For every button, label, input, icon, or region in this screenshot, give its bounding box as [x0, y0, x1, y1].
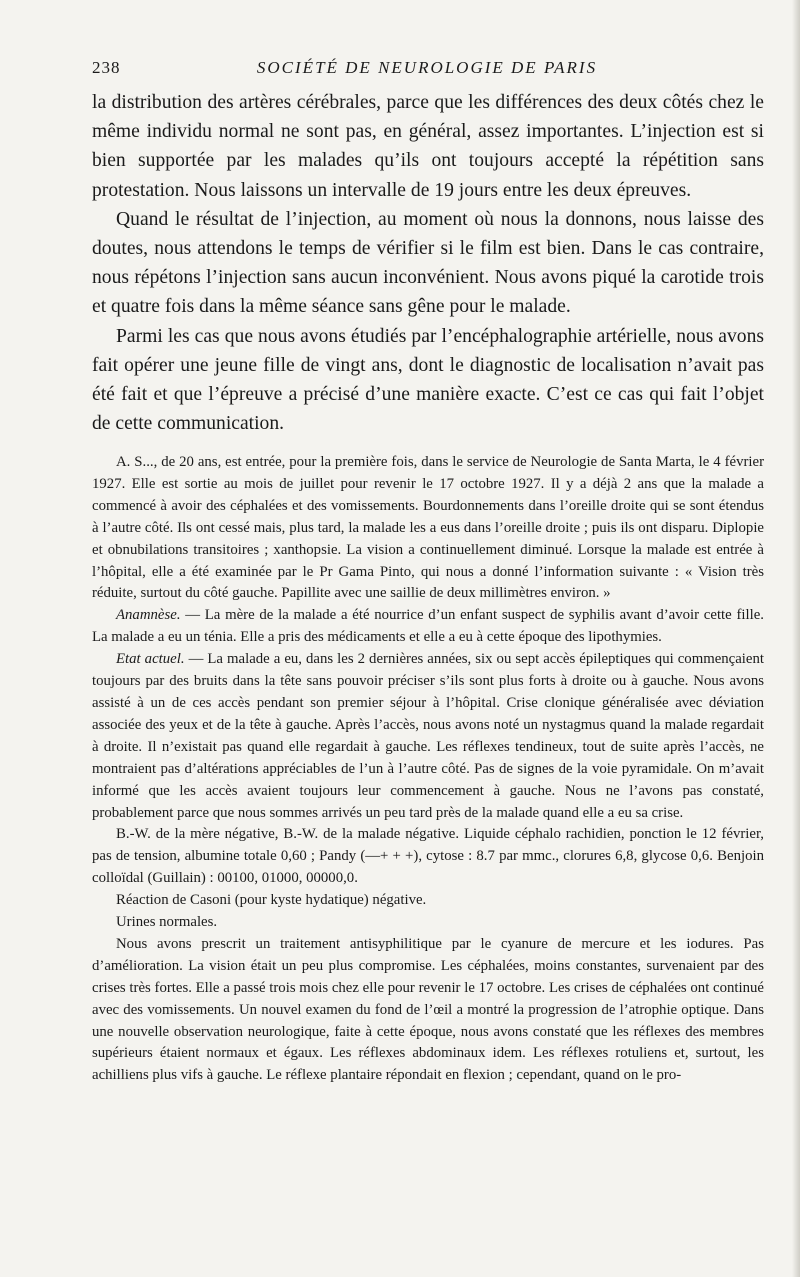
page-edge-shadow: [792, 0, 800, 1277]
current-state-paragraph: Etat actuel. — La malade a eu, dans les 2 dernières années, six ou sept accès épileptiques qui commençaient toujours par des bruits dans la tête sans pouvoir préciser s’ils sont plus forts à droite ou à gauche. Nous avons assisté à un de ces accès pendant son premier séjour à l’hôpital. Crise clonique généralisée avec déviation associée des yeux et de la tête à gauche. Après l’accès, nous avons noté un nystagmus quand la malade regardait à droite. Il n’existait pas quand elle regardait à gauche. Les réflexes tendineux, tout de suite après l’accès, ne montraient pas d’altérations appréciables de l’un à l’autre côté. Pas de signes de la voie pyramidale. On m’avait informé que les accès avaient toujours leur commencement à gauche. Nous ne l’avons pas constaté, probablement parce que nous sommes arrivés un peu tard près de la malade quand elle a eu sa crise.: [92, 651, 765, 821]
casoni-paragraph: Réaction de Casoni (pour kyste hydatique) négative.: [116, 892, 427, 909]
urine-paragraph: Urines normales.: [116, 914, 218, 931]
treatment-paragraph: Nous avons prescrit un traitement antisyphilitique par le cyanure de mercure et les iodures. Pas d’amélioration. La vision était un peu plus compromise. Les céphalées, moins constantes, survenaient par des crises très fortes. Elle a passé trois mois chez elle pour revenir le 17 octobre. Les crises de céphalées ont continué avec des vomissements. Un nouvel examen du fond de l’œil a montré la progression de l’atrophie optique. Dans une nouvelle observation neurologique, faite à cette époque, nous avons constaté que les réflexes des membres supérieurs étaient normaux et égaux. Les réflexes abdominaux idem. Les réflexes rotuliens et, surtout, les achilliens plus vifs à gauche. Le réflexe plantaire répondait en flexion ; cependant, quand on le pro-: [92, 935, 764, 1084]
case-report: [92, 452, 764, 1087]
paragraph: Parmi les cas que nous avons étudiés par l’encéphalographie artérielle, nous avons fait opérer une jeune fille de vingt ans, dont le diagnostic de localisation n’avait pas été fait et que l’épreuve a précisé d’une manière exacte. C’est ce cas qui fait l’objet de cette communication.: [92, 325, 764, 435]
lab-paragraph: B.-W. de la mère négative, B.-W. de la malade négative. Liquide céphalo rachidien, ponction le 12 février, pas de tension, albumine totale 0,60 ; Pandy (—+ + +), cytose : 8.7 par mmc., clorures 6,8, glycose 0,6. Benjoin colloïdal (Guillain) : 00100, 01000, 00000,0.: [92, 826, 764, 887]
anamnesis-paragraph: Anamnèse. — La mère de la malade a été nourrice d’un enfant suspect de syphilis avant d’avoir cette fille. La malade a eu un ténia. Elle a pris des médicaments et elle a eu à cette époque des lipothymies.: [92, 607, 764, 646]
page-number: 238: [92, 58, 121, 77]
paragraph: Quand le résultat de l’injection, au moment où nous la donnons, nous laisse des doutes, nous attendons le temps de vérifier si le film est bien. Dans le cas contraire, nous répétons l’injection sans aucun inconvénient. Nous avons piqué la carotide trois et quatre fois dans la même séance sans gêne pour le malade.: [92, 208, 764, 318]
running-title: SOCIÉTÉ DE NEUROLOGIE DE PARIS: [256, 58, 598, 77]
paragraph: la distribution des artères cérébrales, parce que les différences des deux côtés chez le même individu normal ne sont pas, en général, assez importantes. L’injection est si bien supportée par les malades qu’ils ont toujours accepté la répétition sans protestation. Nous laissons un intervalle de 19 jours entre les deux épreuves.: [92, 92, 764, 201]
main-text: [92, 88, 764, 438]
section-lead: Anamnèse.: [116, 607, 181, 624]
section-lead: Etat actuel.: [116, 651, 185, 668]
case-paragraph: A. S..., de 20 ans, est entrée, pour la première fois, dans le service de Neurologie de Santa Marta, le 4 février 1927. Elle est sortie au mois de juillet pour revenir le 17 octobre 1927. Il y a déjà 2 ans que la malade a commencé à avoir des céphalées et des vomissements. Bourdonnements dans l’oreille droite qui se sont étendus à l’autre côté. Ils ont cessé mais, plus tard, la malade les a eus dans l’oreille droite ; puis ils ont disparu. Diplopie et obnubilations transitoires ; xanthopsie. La vision a continuellement diminué. Lorsque la malade est entrée à l’hôpital, elle a été examinée par le Pr Gama Pinto, qui nous a donné l’information suivante : « Vision très réduite, surtout du côté gauche. Papillite avec une saillie de deux millimètres environ. »: [92, 454, 764, 602]
page-header: [92, 58, 762, 84]
